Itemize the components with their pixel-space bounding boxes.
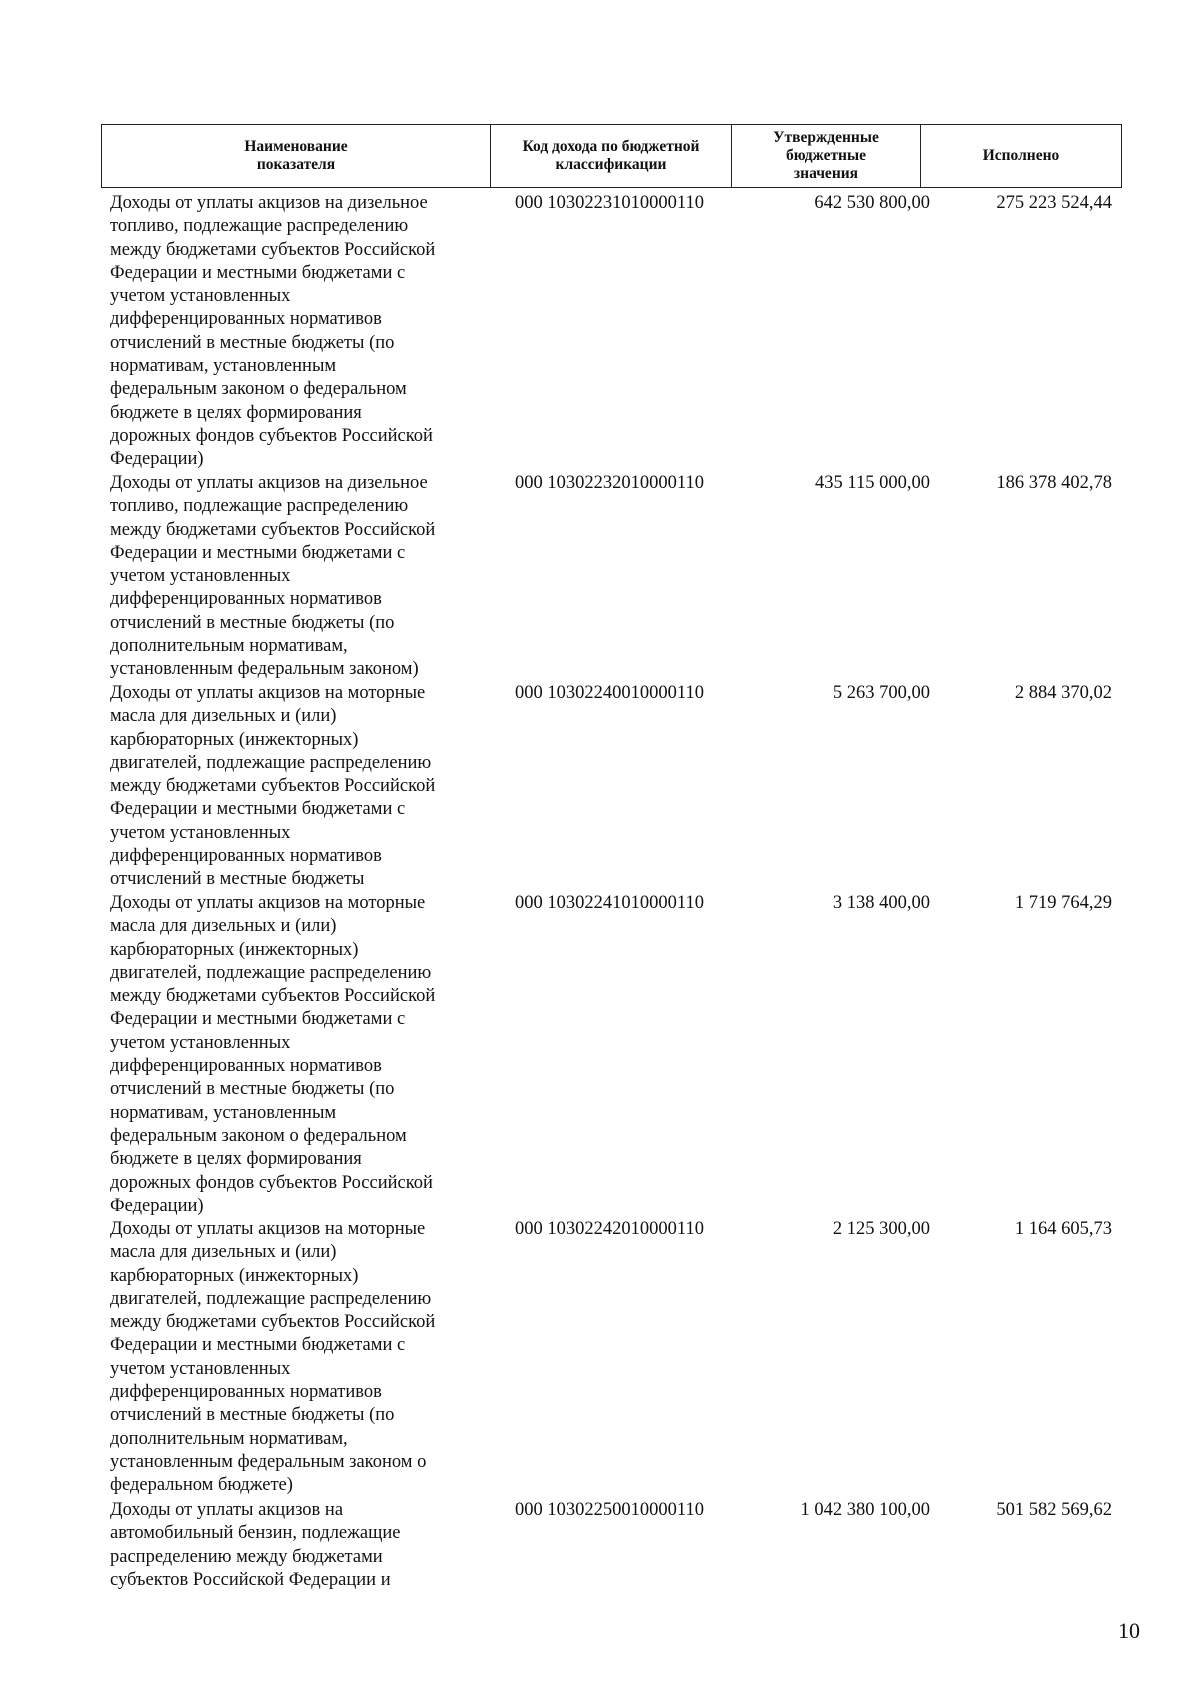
page-number: 10 [1118, 1618, 1140, 1643]
header-name [102, 125, 490, 187]
row-code: 000 10302231010000110 [515, 193, 704, 213]
row-name: Доходы от уплаты акцизов на моторные масла для дизельных и (или) карбюраторных (инжекторных) двигателей, подлежащие распределению между бюджетами субъектов Российской Федерации и местными бюджетами с учетом установленных дифференцированных нормативов отчислений в местные бюджеты (по нормативам, установленным федеральным законом о федеральном бюджете в целях формирования дорожных фондов субъектов Российской Федерации) [110, 893, 436, 1216]
row-approved: 642 530 800,00 [814, 193, 930, 213]
header-executed-text: Исполнено [982, 147, 1060, 164]
header-approved [731, 125, 920, 187]
row-executed: 2 884 370,02 [1014, 683, 1112, 703]
header-executed [920, 125, 1121, 187]
row-executed: 501 582 569,62 [996, 1500, 1112, 1520]
header-approved-text: Утвержденные бюджетные значения [773, 129, 879, 182]
row-approved: 1 042 380 100,00 [800, 1500, 930, 1520]
row-code: 000 10302232010000110 [515, 473, 704, 493]
row-name: Доходы от уплаты акцизов на моторные масла для дизельных и (или) карбюраторных (инжекторных) двигателей, подлежащие распределению между бюджетами субъектов Российской Федерации и местными бюджетами с учетом установленных дифференцированных нормативов отчислений в местные бюджеты [110, 683, 436, 890]
row-name: Доходы от уплаты акцизов на автомобильный бензин, подлежащие распределению между бюджетами субъектов Российской Федерации и [110, 1500, 401, 1590]
row-code: 000 10302250010000110 [515, 1500, 704, 1520]
row-name: Доходы от уплаты акцизов на моторные масла для дизельных и (или) карбюраторных (инжекторных) двигателей, подлежащие распределению между бюджетами субъектов Российской Федерации и местными бюджетами с учетом установленных дифференцированных нормативов отчислений в местные бюджеты (по дополнительным нормативам, установленным федеральным законом о федеральном бюджете) [110, 1219, 436, 1496]
row-approved: 5 263 700,00 [832, 683, 930, 703]
row-code: 000 10302240010000110 [515, 683, 704, 703]
header-code-text: Код дохода по бюджетной классификации [522, 138, 700, 173]
row-name: Доходы от уплаты акцизов на дизельное топливо, подлежащие распределению между бюджетами субъектов Российской Федерации и местными бюджетами с учетом установленных дифференцированных нормативов отчислений в местные бюджеты (по дополнительным нормативам, установленным федеральным законом) [110, 473, 436, 680]
row-code: 000 10302241010000110 [515, 893, 704, 913]
row-executed: 1 164 605,73 [1014, 1219, 1112, 1239]
row-code: 000 10302242010000110 [515, 1219, 704, 1239]
row-approved: 435 115 000,00 [815, 473, 930, 493]
header-name-text: Наименование показателя [244, 138, 348, 173]
row-name: Доходы от уплаты акцизов на дизельное топливо, подлежащие распределению между бюджетами субъектов Российской Федерации и местными бюджетами с учетом установленных дифференцированных нормативов отчислений в местные бюджеты (по нормативам, установленным федеральным законом о федеральном бюджете в целях формирования дорожных фондов субъектов Российской Федерации) [110, 193, 436, 470]
table-header [101, 124, 1122, 188]
row-executed: 1 719 764,29 [1014, 893, 1112, 913]
row-executed: 186 378 402,78 [996, 473, 1112, 493]
row-approved: 2 125 300,00 [832, 1219, 930, 1239]
header-code [490, 125, 731, 187]
row-approved: 3 138 400,00 [832, 893, 930, 913]
row-executed: 275 223 524,44 [996, 193, 1112, 213]
